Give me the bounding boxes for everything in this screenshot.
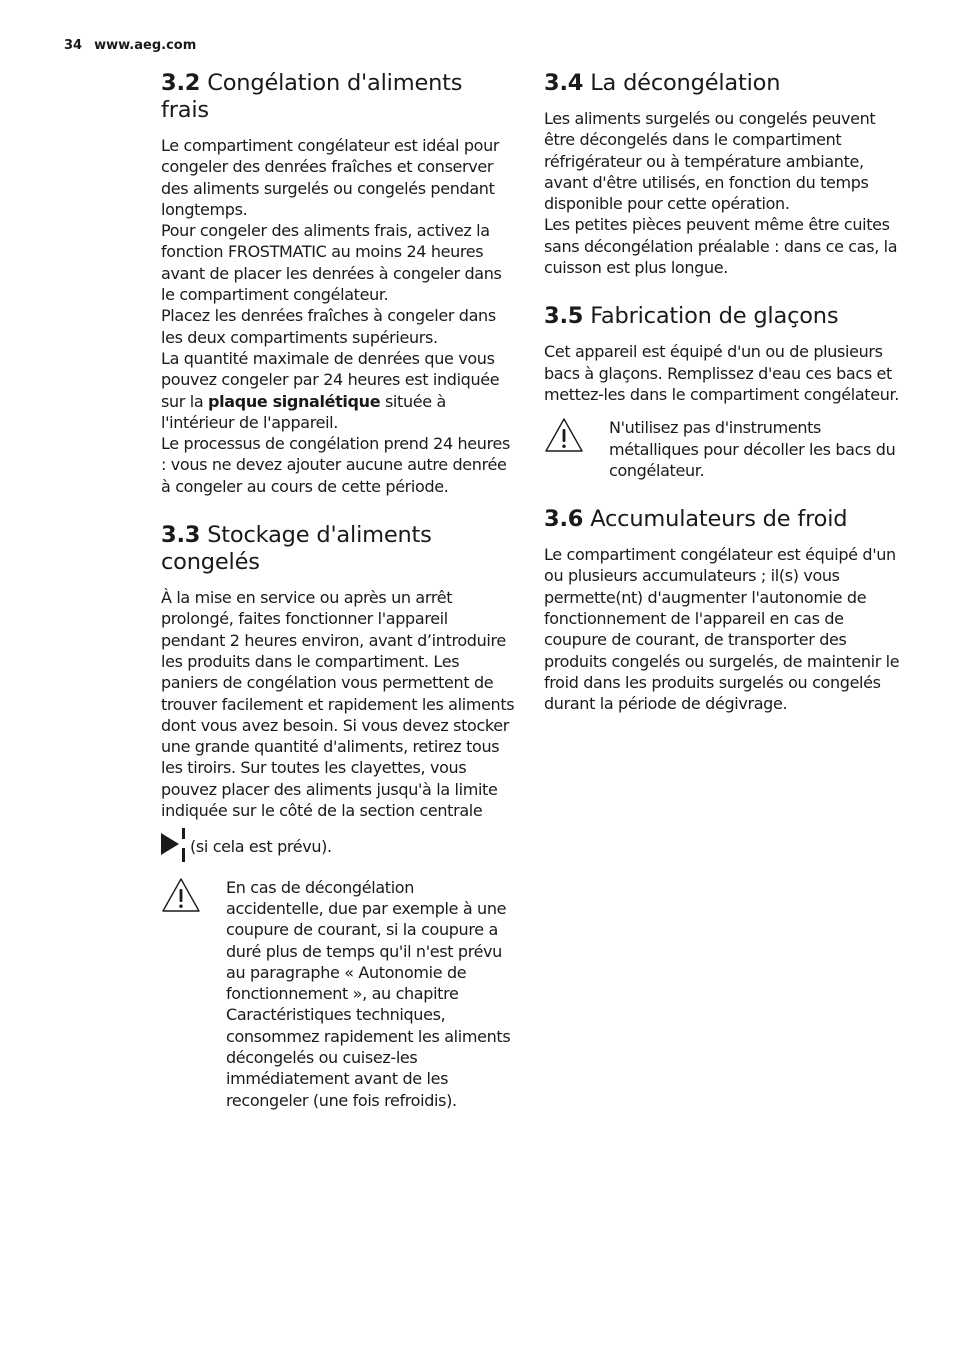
section-3-6-para: Le compartiment congélateur est équipé d'un ou plusieurs accumulateurs ; il(s) vous permette(nt) d'augmenter l'autonomie de fonctionnement de l'appareil en cas de coupure de courant, de transporter des produits congelés ou surgelés, de maintenir le froid dans les produits surgelés ou congelés durant la période de dégivrage.	[544, 545, 900, 714]
section-3-2-para-3: Placez les denrées fraîches à congeler dans les deux compartiments supérieurs.	[161, 306, 496, 347]
section-3-2-para-5: Le processus de congélation prend 24 heures : vous ne devez ajouter aucune autre denrée à congeler au cours de cette période.	[161, 434, 510, 496]
section-3-2-title: 3.2 Congélation d'aliments frais	[161, 70, 463, 123]
section-3-2-para-1: Le compartiment congélateur est idéal pour congeler des denrées fraîches et conserver des aliments surgelés ou congelés pendant longtemps.	[161, 136, 500, 219]
section-3-6-title: 3.6 Accumulateurs de froid	[544, 506, 848, 533]
load-limit-note: (si cela est prévu).	[161, 828, 516, 867]
page-number: 34	[64, 38, 83, 53]
section-3-4-title: 3.4 La décongélation	[544, 70, 781, 96]
section-3-3-title: 3.3 Stockage d'aliments congelés	[161, 522, 432, 576]
section-3-4-para-2: Les petites pièces peuvent même être cuites sans décongélation préalable : dans ce cas, la cuisson est plus longue.	[544, 215, 898, 278]
section-3-3-warning-text: En cas de décongélation accidentelle, due par exemple à une coupure de courant, si la coupure a duré plus de temps qu'il n'est prévu au paragraphe « Autonomie de fonctionnement », au chapitre Caractéristiques techniques, consommez rapidement les aliments décongelés ou cuisez-les immédiatement avant de les recongeler (une fois refroidis).	[226, 877, 511, 1110]
warning-triangle-icon	[544, 417, 584, 457]
section-3-5-warning-text: N'utilisez pas d'instruments métalliques pour décoller les bacs du congélateur.	[609, 418, 896, 480]
section-3-2-para-2: Pour congeler des aliments frais, activez la fonction FROSTMATIC au moins 24 heures avant de placer les denrées à congeler dans le compartiment congélateur.	[161, 221, 502, 305]
left-column	[161, 70, 516, 1111]
section-3-3-para: À la mise en service ou après un arrêt prolongé, faites fonctionner l'appareil pendant 2 heures environ, avant d’introduire les produits dans le compartiment. Les paniers de congélation vous permettent de trouver facilement et rapidement les aliments dont vous avez besoin. Si vous devez stocker une grande quantité d'aliments, retirez tous les tiroirs. Sur toutes les clayettes, vous pouvez placer des aliments jusqu'à la limite indiquée sur le côté de la section centrale	[161, 588, 515, 821]
section-3-5-title: 3.5 Fabrication de glaçons	[544, 303, 839, 330]
section-3-5-para: Cet appareil est équipé d'un ou de plusieurs bacs à glaçons. Remplissez d'eau ces bacs et mettez-les dans le compartiment congélateur.	[544, 342, 899, 404]
section-3-2-para-4: La quantité maximale de denrées que vous pouvez congeler par 24 heures est indiquée sur la plaque signalétique située à l'intérieur de l'appareil.	[161, 348, 500, 432]
page-header	[64, 38, 196, 53]
right-column	[544, 70, 900, 715]
rating-plate-term: plaque signalétique	[208, 391, 381, 411]
section-3-5-warning	[544, 417, 900, 481]
section-3-3-warning	[161, 877, 516, 1111]
load-limit-symbol-icon	[161, 828, 187, 867]
warning-triangle-icon	[161, 877, 201, 917]
site-url[interactable]: www.aeg.com	[94, 38, 197, 53]
section-3-4-para-1: Les aliments surgelés ou congelés peuvent être décongelés dans le compartiment réfrigérateur ou à température ambiante, avant d'être utilisés, en fonction du temps disponible pour cette opération.	[544, 109, 876, 214]
